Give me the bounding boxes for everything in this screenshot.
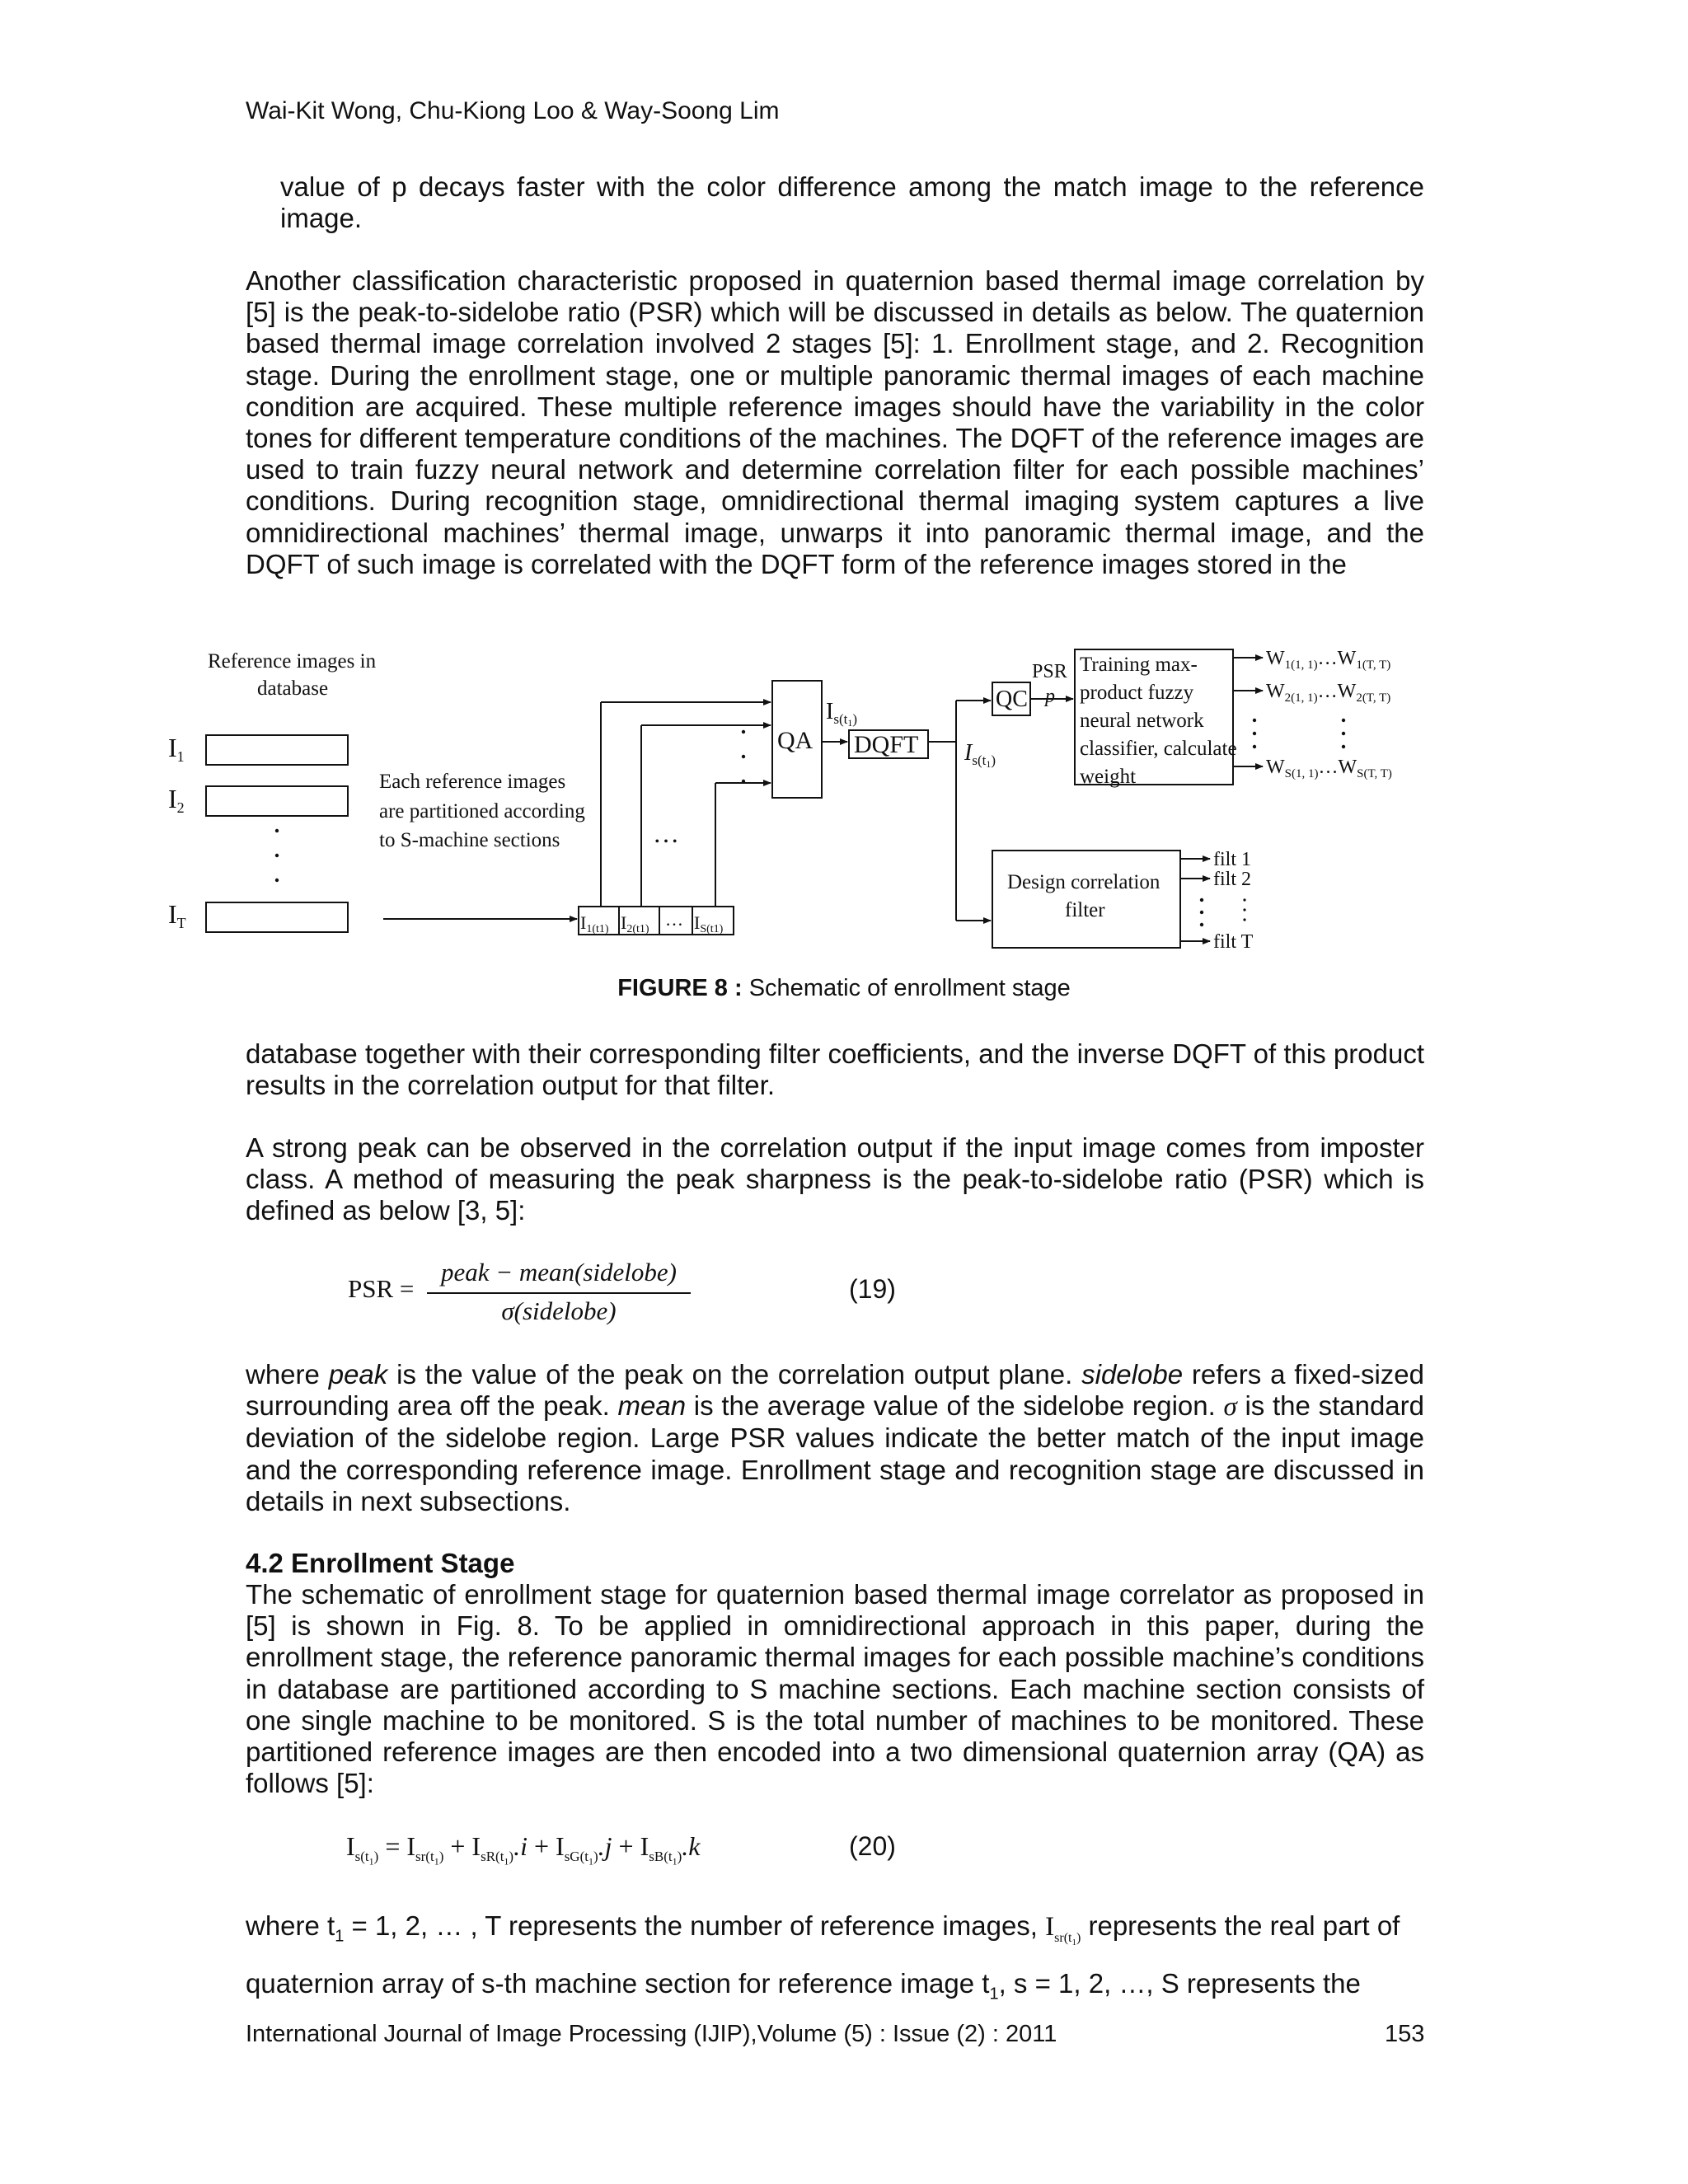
label-part-1: I1(t1): [580, 912, 609, 935]
dot: [1342, 745, 1345, 748]
eq19-fraction-bar: [427, 1292, 691, 1294]
dot: [1253, 745, 1256, 748]
label-design-1: Design correlation: [1007, 871, 1160, 893]
figure-8-caption: FIGURE 8 : Schematic of enrollment stage: [617, 975, 1071, 1001]
label-reference-images: Reference images in: [208, 650, 377, 673]
label-part-ellipsis: …: [665, 909, 683, 930]
ref-image-box-2: [206, 786, 348, 816]
dot: [1342, 732, 1345, 735]
label-train-2: product fuzzy: [1080, 682, 1194, 704]
footer-page-number: 153: [1385, 2021, 1425, 2047]
label-train-4: classifier, calculate: [1080, 738, 1237, 760]
label-filt-1: filt 1: [1213, 849, 1251, 870]
dot: [742, 755, 745, 758]
dot: [1253, 732, 1256, 735]
dot: [1243, 918, 1245, 921]
figure-8-schematic: [148, 635, 1434, 964]
ref-image-box-T: [206, 902, 348, 932]
eq19-lhs: PSR =: [348, 1274, 415, 1303]
label-partition-1: Each reference images: [379, 771, 566, 793]
label-is-t1-top: $I_{s(t}1$): [826, 699, 857, 729]
label-I2: I2: [168, 784, 185, 816]
label-partition-3: to S-machine sections: [379, 829, 560, 851]
paragraph-database-continued: database together with their corresponding filter coefficients, and the inverse DQFT of this product results in the correlation output for that filter.: [246, 1038, 1424, 1101]
label-ellipsis-mid: …: [653, 818, 679, 848]
dot: [742, 730, 745, 733]
dot: [275, 879, 279, 882]
label-qc: QC: [996, 687, 1028, 712]
label-IT: IT: [168, 899, 186, 931]
dot: [1200, 898, 1203, 902]
label-ws: $W_{S(1, 1)}\dots W_{S(T, T)}$: [1266, 757, 1392, 780]
label-database: database: [257, 677, 329, 700]
label-train-3: neural network: [1080, 710, 1204, 732]
section-heading: 4.2 Enrollment Stage: [246, 1548, 515, 1578]
paragraph-peak: A strong peak can be observed in the correlation output if the input image comes from imposter class. A method of measuring the peak sharpness is the peak-to-sidelobe ratio (PSR) which is defined as below [3, 5]:: [246, 1132, 1424, 1226]
label-train-1: Training max-: [1080, 654, 1198, 676]
eq19-numerator: peak − mean(sidelobe): [440, 1258, 678, 1286]
paragraph-psr-intro: Another classification characteristic proposed in quaternion based thermal image correlation by [5] is the peak-to-sidelobe ratio (PSR) which will be discussed in details as below. The quaternion based thermal image correlation involved 2 stages [5]: 1. Enrollment stage, and 2. Recognition stage. During the enrollment stage, one or multiple panoramic thermal images of each machine condition are acquired. These multiple reference images should have the variability in the color tones for different temperature conditions of the machines. The DQFT of the reference images are used to train fuzzy neural network and determine correlation filter for each possible machines’ conditions. During recognition stage, omnidirectional thermal imaging system captures a live omnidirectional machines’ thermal image, unwarps it into panoramic thermal image, and the DQFT of such image is correlated with the DQFT form of the reference images stored in the: [246, 265, 1424, 579]
dot: [742, 780, 745, 783]
label-partition-2: are partitioned according: [379, 800, 585, 823]
running-header: Wai-Kit Wong, Chu-Kiong Loo & Way-Soong Lim: [246, 97, 780, 124]
paragraph-enrollment: The schematic of enrollment stage for quaternion based thermal image correlator as proposed in [5] is shown in Fig. 8. To be applied in omnidirectional approach in this paper, during the enrollment stage, the reference panoramic thermal images for each possible machine’s conditions in database are partitioned according to S machine sections. Each machine section consists of one single machine to be monitored. S is the total number of machines to be monitored. These partitioned reference images are then encoded into a two dimensional quaternion array (QA) as follows [5]:: [246, 1579, 1424, 1799]
dot: [275, 854, 279, 857]
label-part-S: IS(t1): [694, 912, 724, 935]
paragraph-where-peak: where peak is the value of the peak on the correlation output plane. sidelobe refers a fixed-sized surrounding area off the peak. mean is the average value of the sidelobe region. σ is the standard deviation of the sidelobe region. Large PSR values indicate the better match of the input image and the corresponding reference image. Enrollment stage and recognition stage are discussed in details in next subsections.: [246, 1359, 1424, 1516]
paragraph-where-t1: where $t_1 = 1$, 2, … , T represents the number of reference images, $I_{sr(t_1)}$ represents the real part of quaternion array of s-th machine section for reference image $t_1$, s = 1, 2, …, S represents the: [246, 1910, 1400, 2004]
footer-journal: International Journal of Image Processing (IJIP),Volume (5) : Issue (2) : 2011: [246, 2021, 1057, 2047]
eq20-number: (20): [849, 1831, 896, 1861]
label-train-5: weight: [1080, 766, 1137, 788]
paragraph-continuation: value of p decays faster with the color difference among the match image to the reference image.: [280, 171, 1424, 234]
dot: [1243, 908, 1245, 911]
label-part-2: I2(t1): [621, 912, 649, 935]
label-psr: PSR: [1032, 661, 1067, 682]
dot: [1253, 719, 1256, 722]
label-I1: I1: [168, 733, 185, 765]
label-qa: QA: [777, 727, 814, 754]
label-dqft: DQFT: [854, 731, 919, 758]
label-w1: $W_{1(1, 1)}\dots W_{1(T, T)}$: [1266, 648, 1391, 672]
dot: [1200, 923, 1203, 926]
eq20: $I_{s(t_1)} = I_{sr(t_1)} + I_{sR(t_1)}.i + I_{sG(t_1)}.j + I_{sB(t_1)}.k$: [346, 1831, 701, 1868]
label-w2: $W_{2(1, 1)}\dots W_{2(T, T)}$: [1266, 681, 1391, 705]
label-p: p: [1045, 686, 1055, 707]
label-filt-T: filt T: [1213, 931, 1254, 953]
eq19-denominator: σ(sidelobe): [501, 1296, 617, 1325]
dot: [1200, 911, 1203, 914]
eq19-number: (19): [849, 1274, 896, 1304]
label-is-t1-out: $I_{s(t}1$): [964, 740, 996, 770]
label-filt-2: filt 2: [1213, 869, 1251, 890]
dot: [1243, 898, 1245, 901]
dot: [275, 829, 279, 832]
ref-image-box-1: [206, 735, 348, 765]
label-design-2: filter: [1065, 899, 1105, 921]
dot: [1342, 719, 1345, 722]
